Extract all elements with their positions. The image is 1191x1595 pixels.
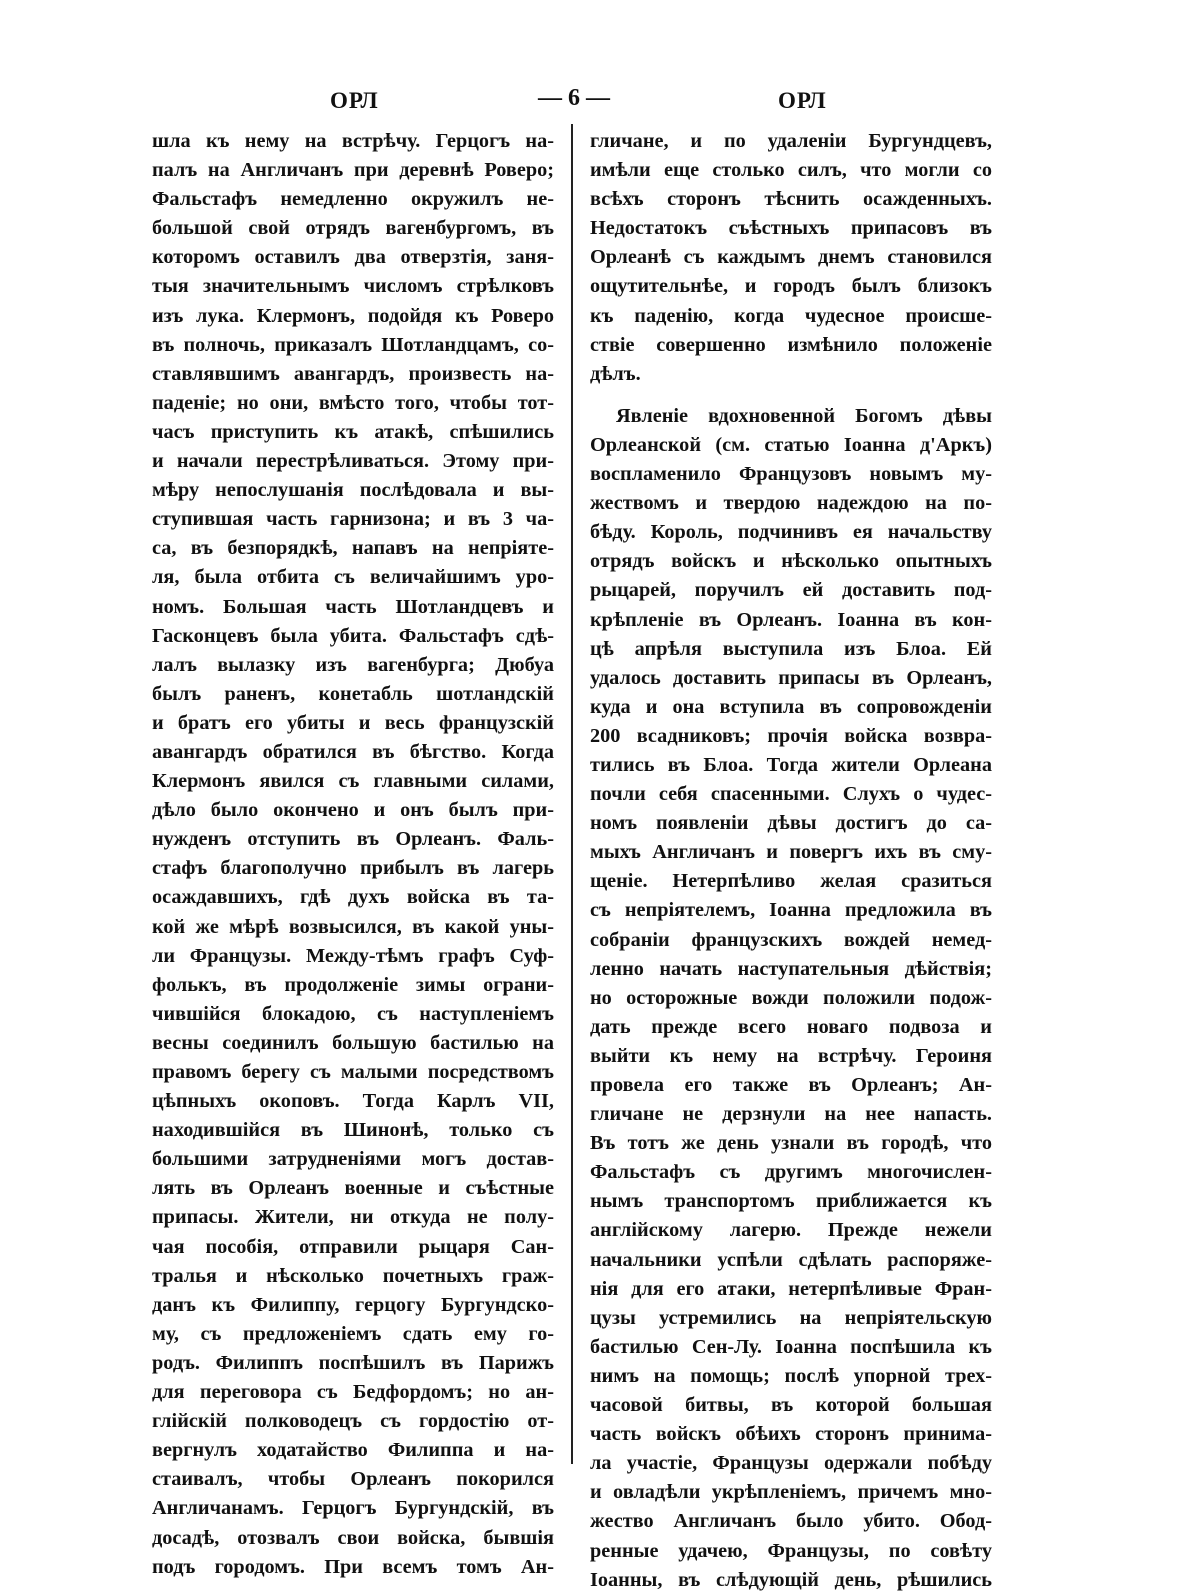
text-line: подъ городомъ. При всемъ томъ Ан-	[152, 1555, 554, 1578]
text-line: гличане не дерзнули на нее напасть.	[590, 1103, 992, 1126]
text-line: цѣпныхъ окоповъ. Тогда Карлъ VII,	[152, 1090, 554, 1113]
text-line: Недостатокъ съѣстныхъ припасовъ въ	[590, 217, 992, 240]
text-line: но осторожные вожди положили подож-	[590, 986, 992, 1009]
text-line: бастилью Сен-Лу. Іоанна поспѣшила къ	[590, 1335, 992, 1358]
text-line: родъ. Филиппъ поспѣшилъ въ Парижъ	[152, 1351, 554, 1374]
text-line: кой же мѣрѣ возвысился, въ какой уны-	[152, 915, 554, 938]
text-line: жествомъ и твердою надеждою на по-	[590, 492, 992, 515]
text-line: стафъ благополучно прибылъ въ лагерь	[152, 857, 554, 880]
text-line: всѣхъ сторонъ тѣснить осажденныхъ.	[590, 188, 992, 211]
text-line: осаждавшихъ, гдѣ духъ войска въ та-	[152, 886, 554, 909]
text-line: дать прежде всего новаго подвоза и	[590, 1015, 992, 1038]
text-line: удалось доставить припасы въ Орлеанъ,	[590, 666, 992, 689]
text-line: дѣло было окончено и онъ былъ при-	[152, 799, 554, 822]
text-line: собраніи французскихъ вождей немед-	[590, 928, 992, 951]
text-line: Клермонъ явился съ главными силами,	[152, 770, 554, 793]
text-line: находившійся въ Шинонѣ, только съ	[152, 1119, 554, 1142]
text-line: Гасконцевъ была убита. Фальстафъ сдѣ-	[152, 624, 554, 647]
text-line: нимъ на помощь; послѣ упорной трех-	[590, 1364, 992, 1387]
text-line: досадѣ, отозвалъ свои войска, бывшія	[152, 1526, 554, 1549]
text-line: ступившая часть гарнизона; и въ 3 ча-	[152, 508, 554, 531]
text-line: съ непріятелемъ, Іоанна предложила въ	[590, 899, 992, 922]
running-head-right: ОРЛ	[778, 88, 827, 113]
page-number: — 6 —	[538, 85, 610, 111]
text-line: фолькъ, въ продолженіе зимы ограни-	[152, 973, 554, 996]
text-line: щеніе. Нетерпѣливо желая сразиться	[590, 870, 992, 893]
text-line: выйти къ нему на встрѣчу. Героиня	[590, 1044, 992, 1067]
text-line: въ полночь, приказалъ Шотландцамъ, со-	[152, 333, 554, 356]
text-line: отрядъ войскъ и нѣсколько опытныхъ	[590, 550, 992, 573]
text-line: Іоанны, въ слѣдующій день, рѣшились	[590, 1568, 992, 1591]
text-line: воспламенило Французовъ новымъ му-	[590, 463, 992, 486]
text-line: палъ на Англичанъ при деревнѣ Роверо;	[152, 159, 554, 182]
text-line: часовой битвы, въ которой большая	[590, 1394, 992, 1417]
text-line: вергнулъ ходатайство Филиппа и на-	[152, 1439, 554, 1462]
text-line: лять въ Орлеанъ военные и съѣстные	[152, 1177, 554, 1200]
text-line: гличане, и по удаленіи Бургундцевъ,	[590, 130, 992, 152]
text-line: чившійся блокадою, съ наступленіемъ	[152, 1002, 554, 1025]
text-line: Орлеанской (см. статью Іоанна д'Аркъ)	[590, 433, 992, 456]
text-line: ставлявшимъ авангардъ, произвесть на-	[152, 362, 554, 385]
text-line: глійскій полководецъ съ гордостію от-	[152, 1410, 554, 1433]
text-line: шла къ нему на встрѣчу. Герцогъ на-	[152, 130, 554, 152]
text-line: нужденъ отступить въ Орлеанъ. Фаль-	[152, 828, 554, 851]
text-line: правомъ берегу съ малыми посредствомъ	[152, 1061, 554, 1083]
text-line: и братъ его убиты и весь французскій	[152, 711, 554, 734]
text-line: и начали перестрѣливаться. Этому при-	[152, 450, 554, 473]
text-line: Фальстафъ немедленно окружилъ не-	[152, 188, 554, 211]
text-line: весны соединилъ большую бастилью на	[152, 1031, 554, 1054]
text-line: которомъ оставилъ два отверзтія, заня-	[152, 246, 554, 269]
text-line: англійскому лагерю. Прежде нежели	[590, 1219, 992, 1242]
text-line: тыя значительнымъ числомъ стрѣлковъ	[152, 275, 554, 298]
text-line: тились въ Блоа. Тогда жители Орлеана	[590, 753, 992, 776]
text-line: крѣпленіе въ Орлеанъ. Іоанна въ кон-	[590, 608, 992, 631]
text-line: для переговора съ Бедфордомъ; но ан-	[152, 1381, 554, 1404]
text-line: дѣлъ.	[590, 362, 641, 385]
text-line: и овладѣли укрѣпленіемъ, причемъ мно-	[590, 1481, 992, 1504]
text-line: ощутительнѣе, и городъ былъ близокъ	[590, 275, 992, 298]
right-text-column	[590, 127, 992, 1595]
text-line: тралья и нѣсколько почетныхъ граж-	[152, 1264, 554, 1287]
text-line: чая пособія, отправили рыцаря Сан-	[152, 1235, 554, 1258]
text-line: са, въ безпорядкѣ, напавъ на непріяте-	[152, 537, 554, 560]
text-line: номъ появленіи дѣвы достигъ до са-	[590, 812, 992, 835]
text-line: часть войскъ обѣихъ сторонъ принима-	[590, 1423, 992, 1446]
text-line: цѣ апрѣля выступила изъ Блоа. Ей	[590, 637, 992, 660]
text-line: провела его также въ Орлеанъ; Ан-	[590, 1074, 992, 1096]
text-line: паденіе; но они, вмѣсто того, чтобы тот-	[152, 391, 554, 414]
text-line: рыцарей, поручилъ ей доставить под-	[590, 579, 992, 602]
text-line: нія для его атаки, нетерпѣливые Фран-	[590, 1277, 992, 1300]
text-line: почли себя спасенными. Слухъ о чудес-	[590, 783, 992, 806]
text-line: номъ. Большая часть Шотландцевъ и	[152, 595, 554, 618]
text-line: бѣду. Король, подчинивъ ея начальству	[590, 521, 992, 544]
text-line: Англичанамъ. Герцогъ Бургундскій, въ	[152, 1497, 554, 1520]
text-line: мѣру непослушанія послѣдовала и вы-	[152, 479, 554, 502]
text-line: имѣли еще столько силъ, что могли со	[590, 159, 992, 182]
text-line: къ паденію, когда чудесное происше-	[590, 304, 992, 327]
text-line: 200 всадниковъ; прочія войска возвра-	[590, 724, 992, 747]
text-line: Фальстафъ съ другимъ многочислен-	[590, 1161, 992, 1184]
text-line: большой свой отрядъ вагенбургомъ, въ	[152, 217, 554, 240]
text-line: стаивалъ, чтобы Орлеанъ покорился	[152, 1468, 554, 1491]
text-line: большими затрудненіями могъ достав-	[152, 1148, 554, 1171]
text-line: лалъ вылазку изъ вагенбурга; Дюбуа	[152, 653, 554, 676]
text-line: ленно начать наступательныя дѣйствія;	[590, 957, 992, 980]
text-line: авангардъ обратился въ бѣгство. Когда	[152, 740, 554, 763]
column-divider	[571, 124, 573, 1464]
text-line: ля, была отбита съ величайшимъ уро-	[152, 566, 554, 589]
text-line: ли Французы. Между-тѣмъ графъ Суф-	[152, 944, 554, 967]
running-head-left: ОРЛ	[330, 88, 379, 113]
text-line: жество Англичанъ было убито. Обод-	[590, 1510, 992, 1533]
text-line: Явленіе вдохновенной Богомъ дѣвы	[616, 404, 992, 427]
text-line: куда и она вступила въ сопровожденіи	[590, 695, 992, 718]
text-line: нымъ транспортомъ приближается къ	[590, 1190, 992, 1213]
text-line: Въ тотъ же день узнали въ городѣ, что	[590, 1132, 992, 1155]
text-line: Орлеанѣ съ каждымъ днемъ становился	[590, 246, 992, 269]
text-line: данъ къ Филиппу, герцогу Бургундско-	[152, 1293, 554, 1316]
left-text-column	[152, 127, 554, 1582]
text-line: цузы устремились на непріятельскую	[590, 1306, 992, 1329]
text-line: изъ лука. Клермонъ, подойдя къ Роверо	[152, 304, 554, 327]
text-line: му, съ предложеніемъ сдать ему го-	[152, 1322, 554, 1345]
text-line: ренные удачею, Французы, по совѣту	[590, 1539, 992, 1562]
text-line: припасы. Жители, ни откуда не полу-	[152, 1206, 554, 1229]
text-line: часъ приступить къ атакѣ, спѣшились	[152, 420, 554, 443]
text-line: начальники успѣли сдѣлать распоряже-	[590, 1248, 992, 1271]
text-line: ствіе совершенно измѣнило положеніе	[590, 333, 992, 356]
text-line: мыхъ Англичанъ и повергъ ихъ въ сму-	[590, 841, 992, 864]
text-line: ла участіе, Французы одержали побѣду	[590, 1452, 992, 1475]
text-line: былъ раненъ, конетабль шотландскій	[152, 682, 554, 705]
